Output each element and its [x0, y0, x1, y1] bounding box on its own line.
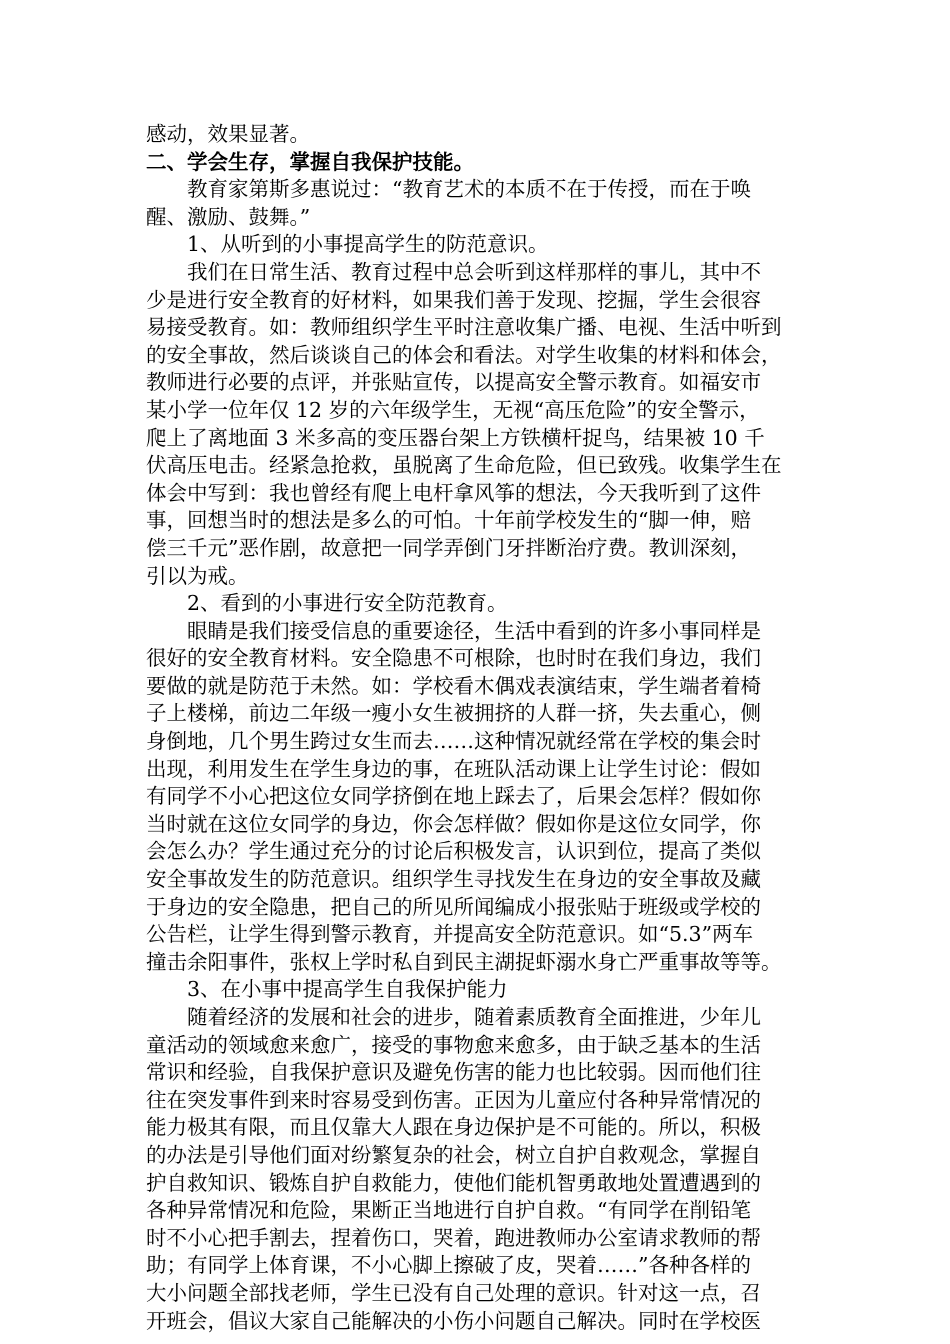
text-line: 我们在日常生活、教育过程中总会听到这样那样的事儿，其中不	[187, 259, 761, 284]
text-line: 醒、激励、鼓舞。”	[146, 204, 311, 229]
text-line: 很好的安全教育材料。安全隐患不可根除，也时时在我们身边，我们	[146, 646, 761, 671]
text-line: 少是进行安全教育的好材料，如果我们善于发现、挖掘，学生会很容	[146, 287, 761, 312]
text-line: 会怎么办？学生通过充分的讨论后积极发言，认识到位，提高了类似	[146, 839, 761, 864]
text-line: 撞击余阳事件，张权上学时私自到民主湖捉虾溺水身亡严重事故等等。	[146, 949, 782, 974]
text-line: 各种异常情况和危险，果断正当地进行自护自救。“有同学在削铅笔	[146, 1198, 751, 1223]
text-line: 爬上了离地面 3 米多高的变压器台架上方铁横杆捉鸟，结果被 10 千	[146, 425, 765, 450]
text-line: 常识和经验，自我保护意识及避免伤害的能力也比较弱。因而他们往	[146, 1060, 761, 1085]
text-line: 于身边的安全隐患，把自己的所见所闻编成小报张贴于班级或学校的	[146, 894, 761, 919]
text-line: 易接受教育。如：教师组织学生平时注意收集广播、电视、生活中听到	[146, 315, 782, 340]
text-line: 出现，利用发生在学生身边的事，在班队活动课上让学生讨论：假如	[146, 756, 761, 781]
text-line: 大小问题全部找老师，学生已没有自己处理的意识。针对这一点，召	[146, 1280, 761, 1305]
text-line: 随着经济的发展和社会的进步，随着素质教育全面推进，少年儿	[187, 1005, 761, 1029]
text-line: 眼睛是我们接受信息的重要途径，生活中看到的许多小事同样是	[187, 618, 761, 643]
text-line: 往在突发事件到来时容易受到伤害。正因为儿童应付各种异常情况的	[146, 1087, 761, 1112]
text-line: 时不小心把手割去，捏着伤口，哭着，跑进教师办公室请求教师的帮	[146, 1225, 761, 1250]
text-line: 事，回想当时的想法是多么的可怕。十年前学校发生的“脚一伸，赔	[146, 508, 751, 533]
text-line: 助；有同学上体育课，不小心脚上擦破了皮，哭着……”各种各样的	[146, 1253, 751, 1278]
text-line: 当时就在这位女同学的身边，你会怎样做？假如你是这位女同学，你	[146, 811, 761, 836]
text-line: 能力极其有限，而且仅靠大人跟在身边保护是不可能的。所以，积极	[146, 1115, 761, 1140]
text-line: 身倒地，几个男生跨过女生而去……这种情况就经常在学校的集会时	[146, 729, 761, 754]
text-line: 的安全事故，然后谈谈自己的体会和看法。对学生收集的材料和体会，	[146, 342, 782, 367]
text-line: 某小学一位年仅 12 岁的六年级学生，无视“高压危险”的安全警示，	[146, 397, 760, 422]
text-line: 童活动的领域愈来愈广，接受的事物愈来愈多，由于缺乏基本的生活	[146, 1032, 761, 1057]
document-page	[146, 121, 806, 1335]
text-line: 感动，效果显著。	[146, 122, 310, 146]
text-line: 教师进行必要的点评，并张贴宣传，以提高安全警示教育。如福安市	[146, 370, 761, 395]
text-line: 3、在小事中提高学生自我保护能力	[187, 977, 508, 1002]
text-line: 教育家第斯多惠说过：“教育艺术的本质不在于传授，而在于唤	[187, 177, 751, 202]
text-line: 体会中写到：我也曾经有爬上电杆拿风筝的想法，今天我听到了这件	[146, 480, 761, 505]
text-line: 2、看到的小事进行安全防范教育。	[187, 591, 508, 616]
text-line: 公告栏，让学生得到警示教育，并提高安全防范意识。如“5.3”两车	[146, 922, 754, 947]
section-heading: 二、学会生存，掌握自我保护技能。	[146, 149, 474, 174]
text-line: 1、从听到的小事提高学生的防范意识。	[187, 232, 549, 257]
text-line: 安全事故发生的防范意识。组织学生寻找发生在身边的安全事故及藏	[146, 867, 761, 892]
text-line: 子上楼梯，前边二年级一瘦小女生被拥挤的人群一挤，失去重心，侧	[146, 701, 761, 726]
text-line: 的办法是引导他们面对纷繁复杂的社会，树立自护自救观念，掌握自	[146, 1142, 761, 1167]
text-line: 引以为戒。	[146, 563, 249, 588]
text-line: 要做的就是防范于未然。如：学校看木偶戏表演结束，学生端者着椅	[146, 673, 761, 698]
text-line: 伏高压电击。经紧急抢救，虽脱离了生命危险，但已致残。收集学生在	[146, 453, 782, 478]
text-line: 护自救知识、锻炼自护自救能力，使他们能机智勇敢地处置遭遇到的	[146, 1170, 761, 1195]
text-line: 偿三千元”恶作剧，故意把一同学弄倒门牙拌断治疗费。教训深刻，	[146, 535, 751, 560]
text-line: 有同学不小心把这位女同学挤倒在地上踩去了，后果会怎样？假如你	[146, 784, 761, 809]
text-line: 开班会，倡议大家自己能解决的小伤小问题自己解决。同时在学校医	[146, 1308, 761, 1333]
